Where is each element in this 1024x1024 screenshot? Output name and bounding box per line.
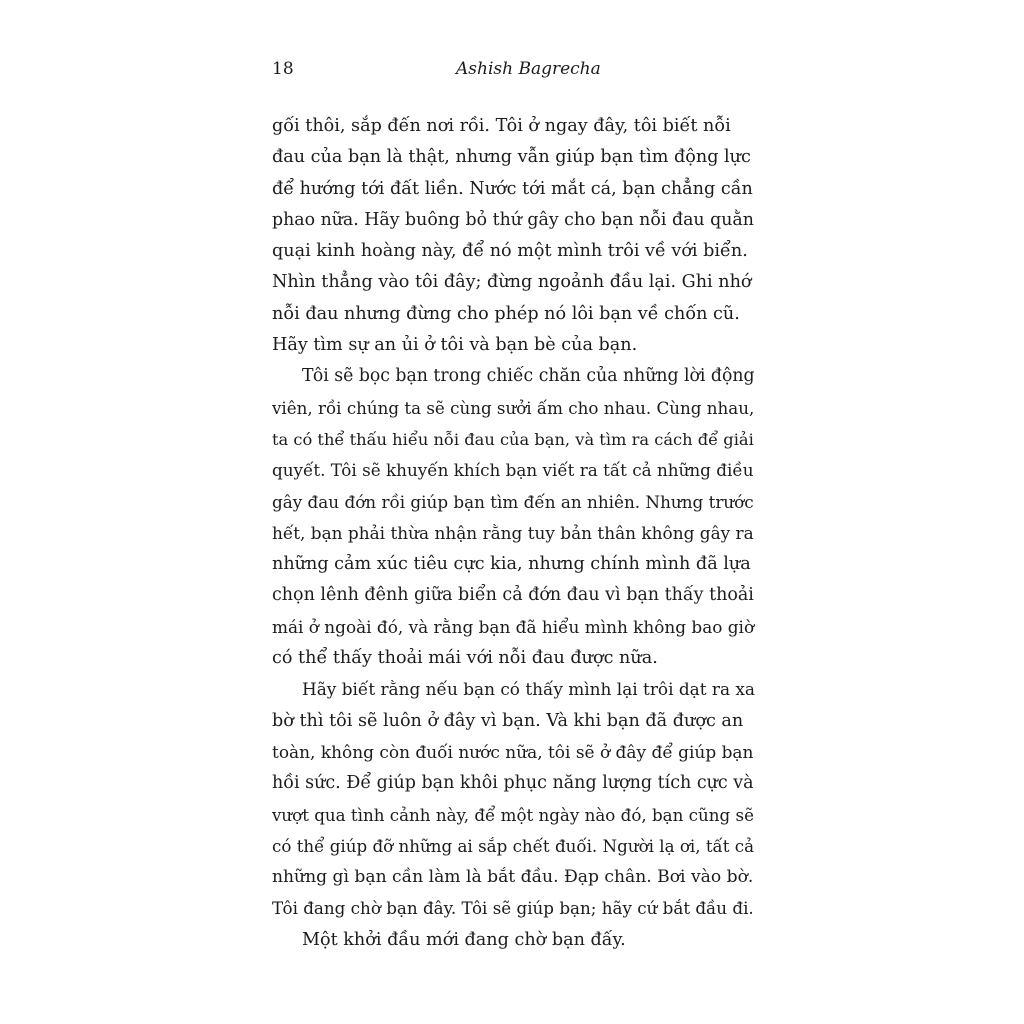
page-number: 18 xyxy=(272,59,294,79)
text-line: hết, bạn phải thừa nhận rằng tuy bản thân không gây ra xyxy=(272,522,754,543)
text-line: bờ thì tôi sẽ luôn ở đây vì bạn. Và khi bạn đã được an xyxy=(272,710,744,731)
text-line: những gì bạn cần làm là bắt đầu. Đạp chân. Bơi vào bờ. xyxy=(272,867,754,888)
text-line: toàn, không còn đuối nước nữa, tôi sẽ ở đây để giúp bạn xyxy=(272,741,754,762)
text-line: vượt qua tình cảnh này, để một ngày nào đó, bạn cũng sẽ xyxy=(272,804,754,825)
author-name: Ashish Bagrecha xyxy=(456,59,601,79)
text-line: đau của bạn là thật, nhưng vẫn giúp bạn tìm động lực xyxy=(272,147,751,168)
text-line: Nhìn thẳng vào tôi đây; đừng ngoảnh đầu lại. Ghi nhớ xyxy=(272,272,752,293)
text-line: để hướng tới đất liền. Nước tới mắt cá, bạn chẳng cần xyxy=(272,178,753,199)
text-line: những cảm xúc tiêu cực kia, nhưng chính mình đã lựa xyxy=(272,554,751,575)
text-line: viên, rồi chúng ta sẽ cùng sưởi ấm cho nhau. Cùng nhau, xyxy=(272,397,755,418)
text-line: ta có thể thấu hiểu nỗi đau của bạn, và tìm ra cách để giải xyxy=(272,429,754,449)
paragraph-first-line: Tôi sẽ bọc bạn trong chiếc chăn của những lời động xyxy=(302,366,755,387)
text-line: phao nữa. Hãy buông bỏ thứ gây cho bạn nỗi đau quằn xyxy=(272,209,754,230)
text-line: Tôi đang chờ bạn đây. Tôi sẽ giúp bạn; hãy cứ bắt đầu đi. xyxy=(272,898,754,919)
text-line: gây đau đớn rồi giúp bạn tìm đến an nhiên. Nhưng trước xyxy=(272,491,754,512)
text-line: gối thôi, sắp đến nơi rồi. Tôi ở ngay đây, tôi biết nỗi xyxy=(272,116,731,136)
text-line: Hãy tìm sự an ủi ở tôi và bạn bè của bạn. xyxy=(272,335,638,356)
text-line: nỗi đau nhưng đừng cho phép nó lôi bạn về chốn cũ. xyxy=(272,303,740,324)
text-line: có thể giúp đỡ những ai sắp chết đuối. Người lạ ơi, tất cả xyxy=(272,835,755,856)
text-line: quại kinh hoàng này, để nó một mình trôi về với biển. xyxy=(272,241,748,262)
paragraph-first-line: Hãy biết rằng nếu bạn có thấy mình lại trôi dạt ra xa xyxy=(302,679,755,700)
text-line: quyết. Tôi sẽ khuyến khích bạn viết ra tất cả những điều xyxy=(272,460,754,481)
text-line: có thể thấy thoải mái với nỗi đau được nữa. xyxy=(272,648,658,669)
text-line: chọn lênh đênh giữa biển cả đớn đau vì bạn thấy thoải xyxy=(272,585,754,606)
text-line: mái ở ngoài đó, và rằng bạn đã hiểu mình không bao giờ xyxy=(272,616,755,637)
body-text xyxy=(272,111,754,956)
text-line: hồi sức. Để giúp bạn khôi phục năng lượng tích cực và xyxy=(272,773,754,794)
paragraph-first-line: Một khởi đầu mới đang chờ bạn đấy. xyxy=(302,929,626,950)
running-header xyxy=(272,56,752,82)
